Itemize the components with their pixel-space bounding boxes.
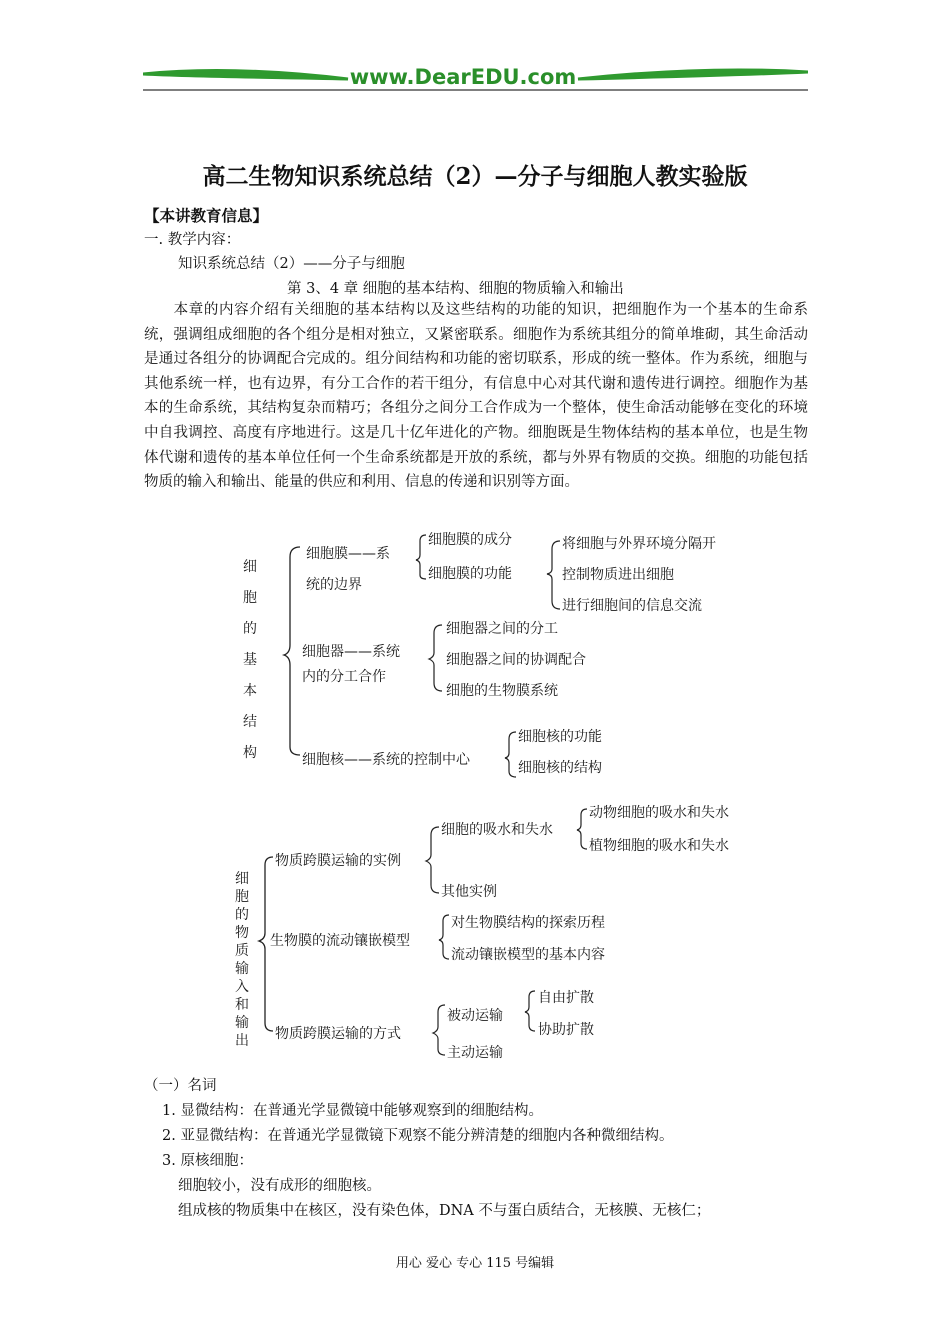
organelle-label-2: 内的分工合作 [302, 669, 386, 685]
cell-structure-diagram [230, 525, 770, 780]
root2-char-9: 输 [235, 1015, 249, 1031]
cell-water: 细胞的吸水和失水 [441, 822, 553, 838]
chapter-line: 第 3、4 章 细胞的基本结构、细胞的物质输入和输出 [287, 281, 624, 297]
passive-transport: 被动运输 [447, 1008, 503, 1024]
root-char-2: 胞 [243, 590, 257, 606]
root2-char-10: 出 [235, 1033, 249, 1049]
examples-brace [426, 827, 439, 893]
root2-char-4: 物 [235, 925, 249, 941]
root-char-1: 细 [243, 559, 257, 575]
water-brace [577, 809, 587, 849]
root-char-4: 基 [243, 652, 257, 668]
root-char-5: 本 [243, 683, 257, 699]
terms-heading: （一）名词 [144, 1078, 217, 1094]
root-label-vertical [235, 871, 249, 1049]
fluid-mosaic-model: 生物膜的流动镶嵌模型 [270, 933, 410, 949]
topic-line: 知识系统总结（2）——分子与细胞 [178, 256, 405, 272]
plant-water: 植物细胞的吸水和失水 [589, 838, 729, 854]
facilitated-diffusion: 协助扩散 [538, 1022, 594, 1038]
page-title: 高二生物知识系统总结（2）—分子与细胞人教实验版 [202, 163, 748, 190]
function-control: 控制物质进出细胞 [562, 567, 674, 583]
organelle-brace [429, 625, 442, 691]
section-heading: 【本讲教育信息】 [144, 206, 269, 225]
model-brace [439, 915, 449, 959]
teaching-content-label: 一. 教学内容： [144, 232, 241, 248]
root-char-3: 的 [243, 621, 257, 637]
organelle-coordination: 细胞器之间的协调配合 [446, 652, 586, 668]
root2-char-2: 胞 [235, 889, 249, 905]
term-prokaryote: 3. 原核细胞： [162, 1153, 253, 1169]
site-url: www.DearEDU.com [349, 65, 577, 89]
root2-char-1: 细 [235, 871, 249, 887]
membrane-exploration: 对生物膜结构的探索历程 [451, 915, 605, 931]
nucleus-label: 细胞核——系统的控制中心 [302, 752, 470, 768]
root-label [243, 559, 257, 761]
transport-diagram [225, 795, 785, 1065]
banner-swoosh-left [143, 71, 348, 79]
page-footer: 用心 爱心 专心 115 号编辑 [395, 1256, 555, 1271]
membrane-label-1: 细胞膜——系 [306, 546, 390, 562]
modes-brace [433, 1005, 445, 1055]
nucleus-structure: 细胞核的结构 [518, 760, 602, 776]
nucleus-brace [505, 732, 516, 777]
term-microstructure: 1. 显微结构：在普通光学显微镜中能够观察到的细胞结构。 [162, 1103, 543, 1119]
intro-paragraph [144, 298, 808, 495]
root-char-7: 构 [243, 745, 257, 761]
membrane-function: 细胞膜的功能 [428, 566, 512, 582]
function-brace [547, 541, 560, 609]
active-transport: 主动运输 [447, 1045, 503, 1061]
other-examples: 其他实例 [441, 884, 497, 900]
biomembrane-system: 细胞的生物膜系统 [446, 683, 558, 699]
function-info: 进行细胞间的信息交流 [562, 598, 702, 614]
organelle-division: 细胞器之间的分工 [446, 621, 558, 637]
membrane-brace [416, 535, 426, 579]
model-content: 流动镶嵌模型的基本内容 [451, 947, 605, 963]
nucleus-function: 细胞核的功能 [518, 729, 602, 745]
root2-char-6: 输 [235, 961, 249, 977]
free-diffusion: 自由扩散 [538, 990, 594, 1006]
animal-water: 动物细胞的吸水和失水 [589, 805, 729, 821]
main-brace [284, 547, 300, 755]
root2-char-5: 质 [235, 943, 249, 959]
passive-brace [525, 991, 535, 1031]
transport-modes: 物质跨膜运输的方式 [275, 1026, 401, 1042]
membrane-composition: 细胞膜的成分 [428, 532, 512, 548]
prokaryote-detail-2: 组成核的物质集中在核区，没有染色体，DNA 不与蛋白质结合，无核膜、无核仁； [178, 1203, 711, 1219]
root-char-6: 结 [243, 714, 257, 730]
site-banner [143, 62, 808, 94]
root2-char-3: 的 [235, 907, 249, 923]
term-submicrostructure: 2. 亚显微结构：在普通光学显微镜下观察不能分辨清楚的细胞内各种微细结构。 [162, 1128, 674, 1144]
root2-char-7: 入 [235, 979, 249, 995]
membrane-label-2: 统的边界 [306, 577, 362, 593]
root2-char-8: 和 [235, 997, 249, 1013]
prokaryote-detail-1: 细胞较小，没有成形的细胞核。 [178, 1178, 381, 1194]
banner-swoosh-right [578, 70, 808, 79]
function-separate: 将细胞与外界环境分隔开 [562, 536, 716, 552]
organelle-label-1: 细胞器——系统 [302, 644, 400, 660]
intro-paragraph-text: 本章的内容介绍有关细胞的基本结构以及这些结构的功能的知识，把细胞作为一个基本的生命系统，强调组成细胞的各个组分是相对独立，又紧密联系。细胞作为系统其组分的简单堆砌，其生命活动是通过各组分的协调配合完成的。组分间结构和功能的密切联系，形成的统一整体。作为系统，细胞与其他系统一样，也有边界，有分工合作的若干组分，有信息中心对其代谢和遗传进行调控。细胞作为基本的生命系统，其结构复杂而精巧；各组分之间分工合作成为一个整体，使生命活动能够在变化的环境中自我调控、高度有序地进行。这是几十亿年进化的产物。细胞既是生物体结构的基本单位，也是生物体代谢和遗传的基本单位任何一个生命系统都是开放的系统，都与外界有物质的交换。细胞的功能包括物质的输入和输出、能量的供应和利用、信息的传递和识别等方面。 [144, 302, 808, 491]
transport-examples: 物质跨膜运输的实例 [275, 853, 401, 869]
